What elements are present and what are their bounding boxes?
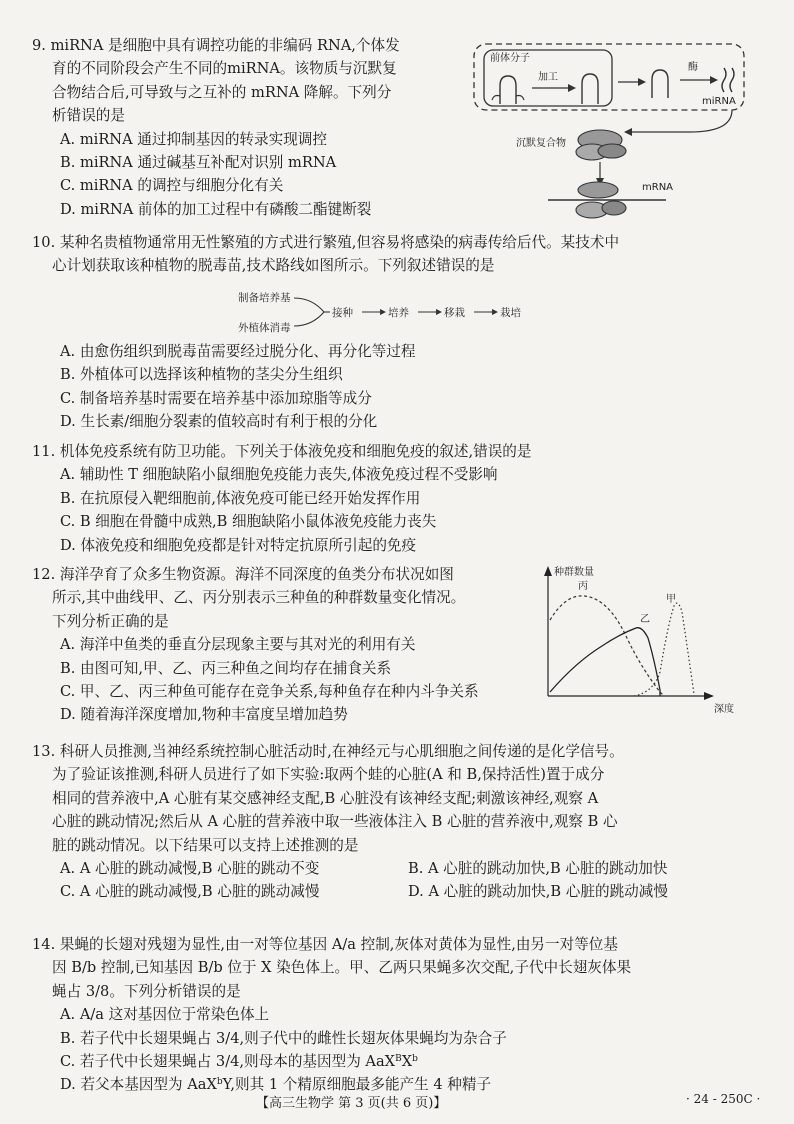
option-a: A. miRNA 通过抑制基因的转录实现调控	[60, 130, 327, 148]
option-a: A. 海洋中鱼类的垂直分层现象主要与其对光的利用有关	[60, 636, 416, 654]
mirna-diagram	[470, 38, 770, 228]
question-12	[32, 563, 479, 727]
option-b: B. 在抗原侵入靶细胞前,体液免疫可能已经开始发挥作用	[60, 489, 421, 507]
option-b: B. 若子代中长翅果蝇占 3/4,则子代中的雌性长翅灰体果蝇均为杂合子	[60, 1029, 507, 1047]
question-14	[32, 933, 631, 1097]
curve-label-yi: 乙	[640, 614, 650, 625]
precursor-label: 前体分子	[490, 53, 530, 64]
question-10-stem-line: 心计划获取该种植物的脱毒苗,技术路线如图所示。下列叙述错误的是	[52, 257, 495, 275]
option-c: C. miRNA 的调控与细胞分化有关	[60, 177, 284, 195]
tissue-culture-flow	[228, 288, 548, 336]
option-d: D. 生长素/细胞分裂素的值较高时有利于根的分化	[60, 413, 378, 431]
flow-input-medium: 制备培养基	[238, 292, 291, 304]
option-d: D. A 心脏的跳动加快,B 心脏的跳动减慢	[408, 883, 668, 901]
question-12-stem-line: 12. 海洋孕育了众多生物资源。海洋不同深度的鱼类分布状况如图	[32, 566, 454, 583]
question-13-stem-line: 相同的营养液中,A 心脏有某交感神经支配,B 心脏没有该神经支配;刺激该神经,观察 A	[52, 789, 599, 807]
graph-ylabel: 种群数量	[554, 567, 594, 578]
question-10-stem-line: 10. 某种名贵植物通常用无性繁殖的方式进行繁殖,但容易将感染的病毒传给后代。某技术中	[32, 234, 620, 251]
question-9	[32, 34, 400, 221]
complex-label: 沉默复合物	[516, 138, 566, 149]
curve-label-bing: 丙	[578, 581, 588, 592]
question-11	[32, 440, 532, 557]
option-b: B. 外植体可以选择该种植物的茎尖分生组织	[60, 366, 343, 384]
option-a: A. 辅助性 T 细胞缺陷小鼠细胞免疫能力丧失,体液免疫过程不受影响	[60, 466, 498, 484]
option-c: C. 甲、乙、丙三种鱼可能存在竞争关系,每种鱼存在种内斗争关系	[60, 683, 479, 701]
question-14-stem-line: 蝇占 3/8。下列分析错误的是	[52, 982, 241, 1000]
option-d: D. miRNA 前体的加工过程中有磷酸二酯键断裂	[60, 200, 372, 218]
option-b: B. A 心脏的跳动加快,B 心脏的跳动加快	[408, 860, 668, 878]
question-13-stem-line: 心脏的跳动情况;然后从 A 心脏的营养液中取一些液体注入 B 心脏的营养液中,观察 B 心	[52, 813, 618, 831]
question-9-stem-line: 9. miRNA 是细胞中具有调控功能的非编码 RNA,个体发	[32, 37, 400, 54]
mirna-diagram-svg	[470, 38, 770, 228]
question-12-stem-line: 所示,其中曲线甲、乙、丙分别表示三种鱼的种群数量变化情况。	[52, 589, 466, 607]
curve-label-jia: 甲	[666, 594, 676, 605]
option-c: C. B 细胞在骨髓中成熟,B 细胞缺陷小鼠体液免疫能力丧失	[60, 513, 437, 531]
option-d: D. 随着海洋深度增加,物种丰富度呈增加趋势	[60, 706, 348, 724]
depth-distribution-graph	[536, 562, 750, 720]
option-c: C. 制备培养基时需要在培养基中添加琼脂等成分	[60, 389, 372, 407]
question-13-stem-line: 为了验证该推测,科研人员进行了如下实验:取两个蛙的心脏(A 和 B,保持活性)置于成分	[52, 766, 605, 784]
footer-page-label: 【高三生物学 第 3 页(共 6 页)】	[256, 1096, 447, 1111]
question-9-stem-line: 析错误的是	[52, 107, 125, 125]
option-d: D. 体液免疫和细胞免疫都是针对特定抗原所引起的免疫	[60, 536, 417, 554]
question-9-stem-line: 育的不同阶段会产生不同的miRNA。该物质与沉默复	[52, 60, 397, 78]
option-a: A. 由愈伤组织到脱毒苗需要经过脱分化、再分化等过程	[60, 343, 416, 360]
flow-step-culture: 培养	[388, 307, 409, 319]
question-13-options	[32, 857, 768, 904]
footer-code: · 24 - 250C ·	[686, 1092, 761, 1106]
enzyme-label: 酶	[688, 62, 698, 73]
option-c: C. A 心脏的跳动减慢,B 心脏的跳动减慢	[60, 883, 320, 901]
option-a: A. A 心脏的跳动减慢,B 心脏的跳动不变	[60, 860, 320, 878]
question-14-stem-line: 14. 果蝇的长翅对残翅为显性,由一对等位基因 A/a 控制,灰体对黄体为显性,由另一对等位基	[32, 936, 618, 953]
option-a: A. A/a 这对基因位于常染色体上	[60, 1006, 270, 1024]
option-b: B. miRNA 通过碱基互补配对识别 mRNA	[60, 154, 337, 172]
question-10	[32, 231, 619, 278]
graph-xlabel: 深度	[714, 704, 734, 715]
question-13	[32, 740, 768, 904]
question-14-stem-line: 因 B/b 控制,已知基因 B/b 位于 X 染色体上。甲、乙两只果蝇多次交配,子代中长翅灰体果	[52, 959, 632, 977]
flow-step-inoculate: 接种	[332, 307, 353, 319]
question-11-stem-line: 11. 机体免疫系统有防卫功能。下列关于体液免疫和细胞免疫的叙述,错误的是	[32, 443, 532, 460]
question-12-stem-line: 下列分析正确的是	[52, 612, 169, 630]
mirna-label: miRNA	[702, 96, 736, 107]
question-9-stem-line: 合物结合后,可导致与之互补的 mRNA 降解。下列分	[52, 83, 392, 101]
option-c: C. 若子代中长翅果蝇占 3/4,则母本的基因型为 $AaX^BX^b$	[60, 1053, 418, 1071]
question-10-options	[32, 340, 415, 434]
flow-step-transplant: 移栽	[444, 307, 465, 319]
option-d: D. 若父本基因型为 AaX$^b$Y,则其 1 个精原细胞最多能产生 4 种精子	[60, 1076, 492, 1094]
depth-graph-svg	[536, 562, 750, 720]
process-label: 加工	[538, 72, 558, 83]
flow-input-explant: 外植体消毒	[238, 322, 291, 334]
question-13-stem-line: 13. 科研人员推测,当神经系统控制心脏活动时,在神经元与心肌细胞之间传递的是化学信号。	[32, 743, 624, 760]
flow-step-cultivate: 栽培	[500, 307, 521, 319]
mrna-label: mRNA	[642, 182, 674, 193]
question-13-stem-line: 脏的跳动情况。以下结果可以支持上述推测的是	[52, 836, 359, 854]
option-b: B. 由图可知,甲、乙、丙三种鱼之间均存在捕食关系	[60, 659, 392, 677]
